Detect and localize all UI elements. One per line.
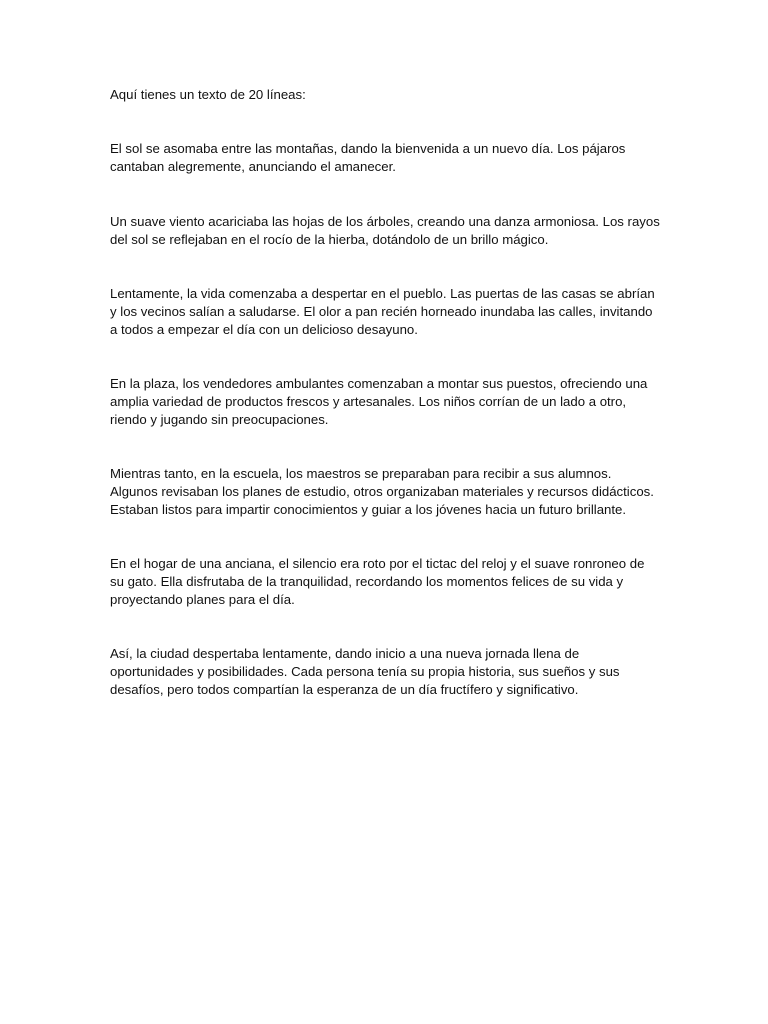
paragraph-2: Un suave viento acariciaba las hojas de los árboles, creando una danza armoniosa. Los rayos del sol se reflejaban en el rocío de la hierba, dotándolo de un brillo mágico.	[110, 214, 660, 247]
paragraph-4: En la plaza, los vendedores ambulantes comenzaban a montar sus puestos, ofreciendo una amplia variedad de productos frescos y artesanales. Los niños corrían de un lado a otro, riendo y jugando sin preocupaciones.	[110, 376, 648, 427]
paragraph-1: El sol se asomaba entre las montañas, dando la bienvenida a un nuevo día. Los pájaros cantaban alegremente, anunciando el amanecer.	[110, 141, 626, 174]
paragraph-7: Así, la ciudad despertaba lentamente, dando inicio a una nueva jornada llena de oportunidades y posibilidades. Cada persona tenía su propia historia, sus sueños y sus desafíos, pero todos compartían la esperanza de un día fructífero y significativo.	[110, 646, 620, 697]
paragraph-3: Lentamente, la vida comenzaba a despertar en el pueblo. Las puertas de las casas se abrían y los vecinos salían a saludarse. El olor a pan recién horneado inundaba las calles, invitando a todos a empezar el día con un delicioso desayuno.	[110, 286, 655, 337]
intro-line: Aquí tienes un texto de 20 líneas:	[110, 87, 306, 102]
paragraph-5: Mientras tanto, en la escuela, los maestros se preparaban para recibir a sus alumnos. Algunos revisaban los planes de estudio, otros organizaban materiales y recursos didácticos. Estaban listos para impartir conocimientos y guiar a los jóvenes hacia un futuro brillante.	[110, 466, 654, 517]
paragraph-6: En el hogar de una anciana, el silencio era roto por el tictac del reloj y el suave ronroneo de su gato. Ella disfrutaba de la tranquilidad, recordando los momentos felices de su vida y proyectando planes para el día.	[110, 556, 645, 607]
